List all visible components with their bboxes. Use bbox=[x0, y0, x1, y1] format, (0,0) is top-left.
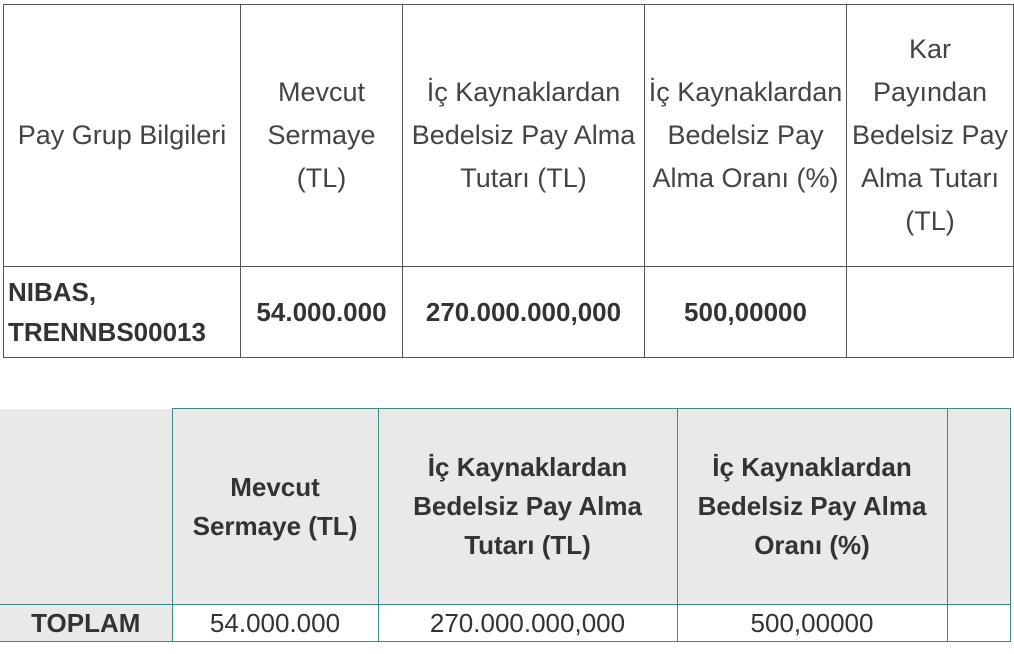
cell-toplam-label: TOPLAM bbox=[0, 605, 172, 642]
table-row bbox=[0, 605, 1010, 642]
header-ic-kaynak-oran: İç Kaynaklardan Bedelsiz Pay Alma Oranı (%) bbox=[677, 409, 947, 605]
cell-ic-kaynak-oran: 500,00000 bbox=[677, 605, 947, 642]
cell-ic-kaynak-tutar: 270.000.000,000 bbox=[403, 267, 645, 358]
cell-mevcut-sermaye: 54.000.000 bbox=[172, 605, 378, 642]
cell-kar-payi-tutar bbox=[847, 267, 1014, 358]
cell-ic-kaynak-oran: 500,00000 bbox=[645, 267, 847, 358]
toplam-table bbox=[0, 408, 1011, 642]
cell-pay-grup: NIBAS, TRENNBS00013 bbox=[4, 267, 241, 358]
header-mevcut-sermaye: Mevcut Sermaye (TL) bbox=[241, 5, 403, 267]
pay-grup-header-row bbox=[4, 5, 1014, 267]
cell-mevcut-sermaye: 54.000.000 bbox=[241, 267, 403, 358]
cell-ic-kaynak-tutar: 270.000.000,000 bbox=[378, 605, 677, 642]
header-ic-kaynak-tutar: İç Kaynaklardan Bedelsiz Pay Alma Tutarı (TL) bbox=[378, 409, 677, 605]
header-ic-kaynak-oran: İç Kaynaklardan Bedelsiz Pay Alma Oranı (%) bbox=[645, 5, 847, 267]
header-pay-grup-bilgileri: Pay Grup Bilgileri bbox=[4, 5, 241, 267]
header-empty bbox=[0, 409, 172, 605]
header-extra bbox=[947, 409, 1010, 605]
pay-grup-table bbox=[3, 4, 1014, 358]
header-ic-kaynak-tutar: İç Kaynaklardan Bedelsiz Pay Alma Tutarı (TL) bbox=[403, 5, 645, 267]
toplam-header-row bbox=[0, 409, 1010, 605]
header-kar-payi-tutar: Kar Payından Bedelsiz Pay Alma Tutarı (TL) bbox=[847, 5, 1014, 267]
cell-extra bbox=[947, 605, 1010, 642]
header-mevcut-sermaye: Mevcut Sermaye (TL) bbox=[172, 409, 378, 605]
table-row bbox=[4, 267, 1014, 358]
